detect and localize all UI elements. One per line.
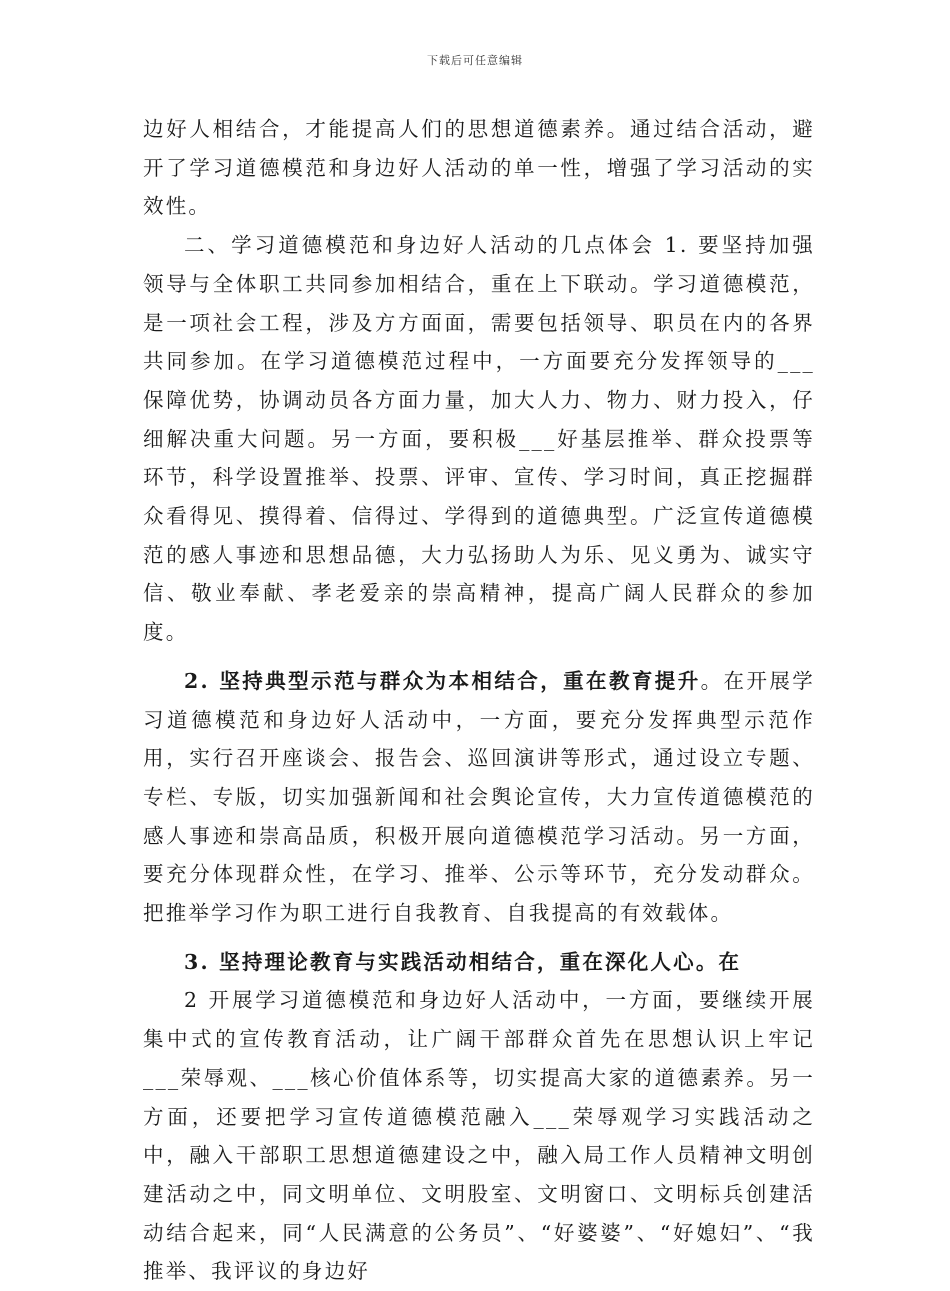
paragraph-1: 边好人相结合，才能提高人们的思想道德素养。通过结合活动，避开了学习道德模范和身边好人活动的单一性，增强了学习活动的实效性。 <box>143 117 815 219</box>
document-body <box>143 110 815 1291</box>
paragraph-3-heading: 2. 坚持典型示范与群众为本相结合，重在教育提升 <box>184 668 701 693</box>
paragraph-3 <box>143 662 815 933</box>
paragraph-5: 2 开展学习道德模范和身边好人活动中，一方面，要继续开展集中式的宣传教育活动，让广阔干部群众首先在思想认识上牢记___荣辱观、___核心价值体系等，切实提高大家的道德素养。另一方面，还要把学习宣传道德模范融入___荣辱观学习实践活动之中，融入干部职工思想道德建设之中，融入局工作人员精神文明创建活动之中，同文明单位、文明股室、文明窗口、文明标兵创建活动结合起来，同“人民满意的公务员”、“好婆婆”、“好媳妇”、“我推举、我评议的身边好 <box>143 988 815 1284</box>
paragraph-4-heading: 3. 坚持理论教育与实践活动相结合，重在深化人心。在 <box>184 949 742 974</box>
paragraph-2: 二、学习道德模范和身边好人活动的几点体会 1. 要坚持加强领导与全体职工共同参加相结合，重在上下联动。学习道德模范，是一项社会工程，涉及方方面面，需要包括领导、职员在内的各界共同参加。在学习道德模范过程中，一方面要充分发挥领导的___保障优势，协调动员各方面力量，加大人力、物力、财力投入，仔细解决重大问题。另一方面，要积极___好基层推举、群众投票等环节，科学设置推举、投票、评审、宣传、学习时间，真正挖掘群众看得见、摸得着、信得过、学得到的道德典型。广泛宣传道德模范的感人事迹和思想品德，大力弘扬助人为乐、见义勇为、诚实守信、敬业奉献、孝老爱亲的崇高精神，提高广阔人民群众的参加度。 <box>143 233 815 645</box>
paragraph-3-text: 。在开展学习道德模范和身边好人活动中，一方面，要充分发挥典型示范作用，实行召开座谈会、报告会、巡回演讲等形式，通过设立专题、专栏、专版，切实加强新闻和社会舆论宣传，大力宣传道德模范的感人事迹和崇高品质，积极开展向道德模范学习活动。另一方面，要充分体现群众性，在学习、推举、公示等环节，充分发动群众。把推举学习作为职工进行自我教育、自我提高的有效载体。 <box>143 668 815 926</box>
page-header: 下载后可任意编辑 <box>427 54 523 67</box>
